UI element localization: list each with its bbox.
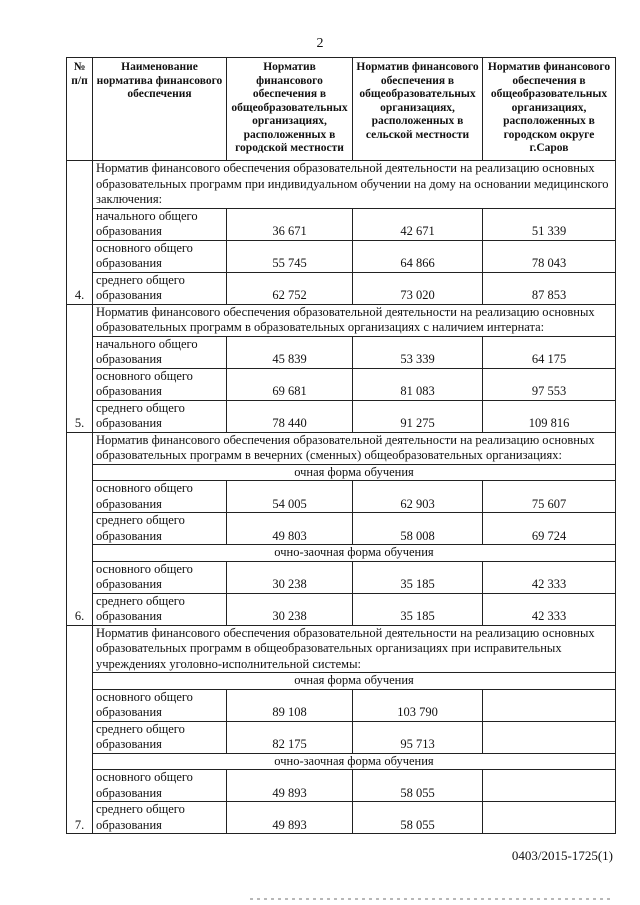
row-name: основного общего образования [93,561,227,593]
header-sarov: Норматив финансового обеспечения в общеобразовательных организациях, расположенных в городском округе г.Саров [483,58,616,161]
value-rural: 62 903 [353,481,483,513]
row-name: начального общего образования [93,336,227,368]
value-city: 30 238 [227,593,353,625]
row-name: основного общего образования [93,368,227,400]
table-header-row [67,58,616,161]
table-row [67,368,616,400]
value-sarov [483,689,616,721]
subsection-row [67,753,616,770]
subsection-row [67,545,616,562]
value-rural: 42 671 [353,208,483,240]
table-row [67,272,616,304]
value-sarov [483,770,616,802]
page-number: 2 [316,36,324,51]
section-number: 6. [67,432,93,625]
value-rural: 58 055 [353,770,483,802]
section-title: Норматив финансового обеспечения образовательной деятельности на реализацию основных образовательных программ в вечерних (сменных) общеобразовательных организациях: [93,432,616,464]
section-title: Норматив финансового обеспечения образовательной деятельности на реализацию основных образовательных программ в общеобразовательных организациях при исправительных учреждениях уголовно-исполнительной системы: [93,625,616,673]
value-rural: 73 020 [353,272,483,304]
table-body [67,161,616,834]
row-name: среднего общего образования [93,593,227,625]
row-name: среднего общего образования [93,400,227,432]
normatives-table [66,57,616,834]
value-city: 55 745 [227,240,353,272]
value-rural: 58 008 [353,513,483,545]
value-rural: 35 185 [353,593,483,625]
value-city: 30 238 [227,561,353,593]
table-row [67,561,616,593]
table-row [67,721,616,753]
value-rural: 53 339 [353,336,483,368]
value-city: 45 839 [227,336,353,368]
value-rural: 91 275 [353,400,483,432]
value-city: 89 108 [227,689,353,721]
value-sarov: 78 043 [483,240,616,272]
subsection-title: очно-заочная форма обучения [93,753,616,770]
value-sarov: 87 853 [483,272,616,304]
value-rural: 81 083 [353,368,483,400]
value-city: 36 671 [227,208,353,240]
value-sarov: 51 339 [483,208,616,240]
value-rural: 35 185 [353,561,483,593]
section-number: 5. [67,304,93,432]
value-city: 49 803 [227,513,353,545]
table-row [67,513,616,545]
header-city: Норматив финансового обеспечения в общеобразовательных организациях, расположенных в городской местности [227,58,353,161]
value-sarov: 97 553 [483,368,616,400]
value-rural: 64 866 [353,240,483,272]
subsection-row [67,464,616,481]
table-row [67,481,616,513]
table-row [67,400,616,432]
table-row [67,336,616,368]
header-rural: Норматив финансового обеспечения в общеобразовательных организациях, расположенных в сельской местности [353,58,483,161]
section-title-row [67,161,616,209]
table-row [67,770,616,802]
row-name: среднего общего образования [93,513,227,545]
value-sarov: 64 175 [483,336,616,368]
value-sarov: 69 724 [483,513,616,545]
table-row [67,689,616,721]
header-num: № п/п [67,58,93,161]
row-name: основного общего образования [93,240,227,272]
row-name: среднего общего образования [93,272,227,304]
value-city: 62 752 [227,272,353,304]
table-row [67,208,616,240]
value-city: 69 681 [227,368,353,400]
subsection-row [67,673,616,690]
value-sarov: 42 333 [483,593,616,625]
row-name: среднего общего образования [93,802,227,834]
section-number: 4. [67,161,93,305]
section-title: Норматив финансового обеспечения образовательной деятельности на реализацию основных образовательных программ при индивидуальном обучении на дому на основании медицинского заключения: [93,161,616,209]
section-title: Норматив финансового обеспечения образовательной деятельности на реализацию основных образовательных программ в образовательных организациях с наличием интерната: [93,304,616,336]
section-title-row [67,625,616,673]
value-sarov [483,721,616,753]
value-city: 54 005 [227,481,353,513]
header-name: Наименование норматива финансового обеспечения [93,58,227,161]
value-city: 78 440 [227,400,353,432]
value-rural: 103 790 [353,689,483,721]
value-rural: 95 713 [353,721,483,753]
scan-artifact-line [250,898,610,900]
document-code: 0403/2015-1725(1) [511,848,613,863]
row-name: начального общего образования [93,208,227,240]
subsection-title: очная форма обучения [93,464,616,481]
value-city: 49 893 [227,770,353,802]
subsection-title: очная форма обучения [93,673,616,690]
section-title-row [67,304,616,336]
subsection-title: очно-заочная форма обучения [93,545,616,562]
section-title-row [67,432,616,464]
row-name: среднего общего образования [93,721,227,753]
section-number: 7. [67,625,93,834]
value-sarov: 42 333 [483,561,616,593]
value-city: 49 893 [227,802,353,834]
value-sarov: 109 816 [483,400,616,432]
row-name: основного общего образования [93,689,227,721]
table-row [67,240,616,272]
value-sarov [483,802,616,834]
value-rural: 58 055 [353,802,483,834]
row-name: основного общего образования [93,770,227,802]
value-city: 82 175 [227,721,353,753]
row-name: основного общего образования [93,481,227,513]
table-row [67,802,616,834]
value-sarov: 75 607 [483,481,616,513]
table-row [67,593,616,625]
